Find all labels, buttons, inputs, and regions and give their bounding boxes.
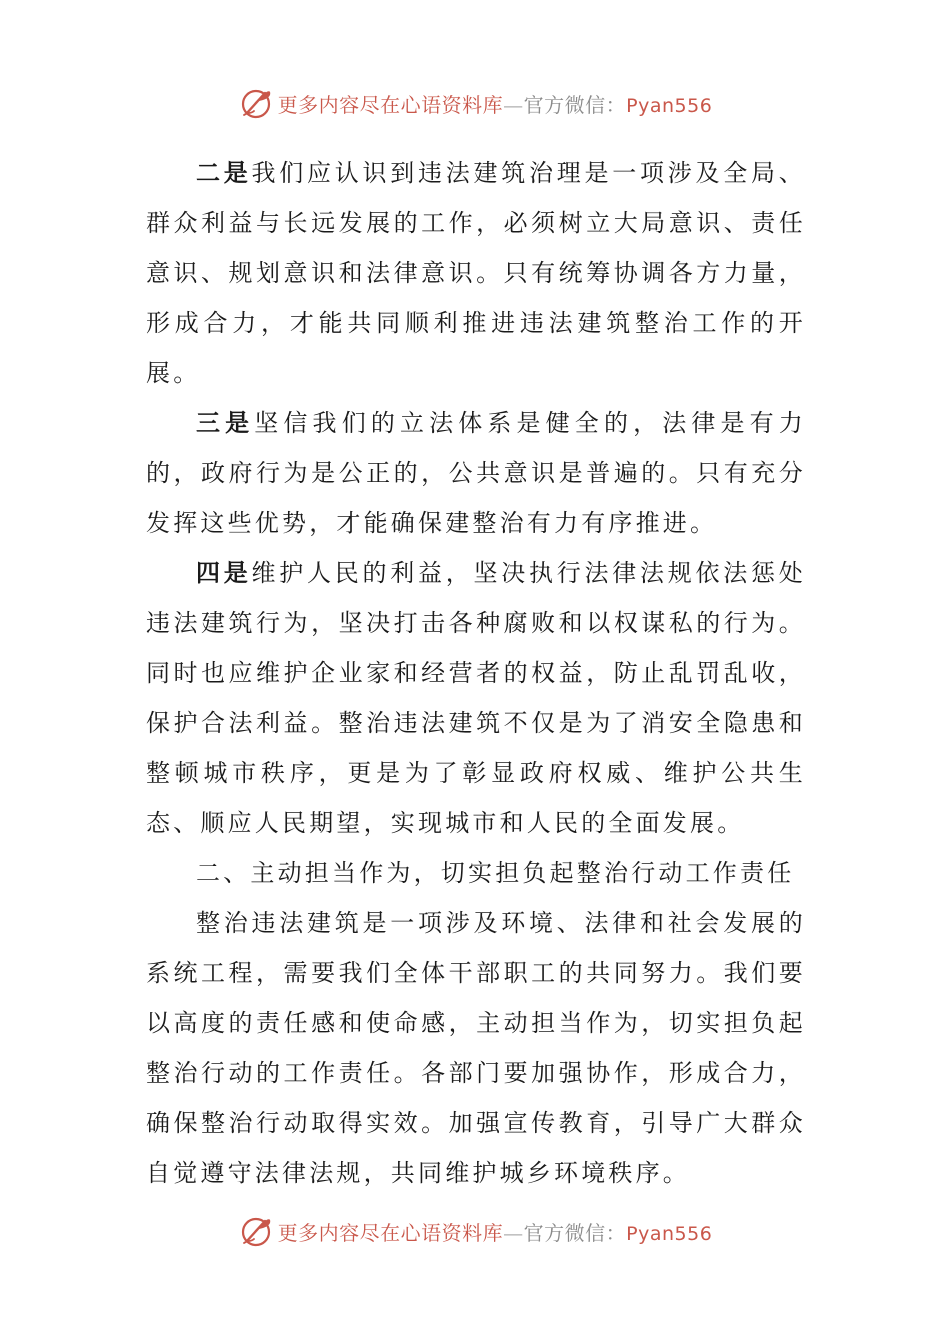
header-watermark [0,83,950,123]
paragraph-lead: 二是 [196,159,252,187]
watermark-wechat-id: Pyan556 [626,94,713,117]
watermark-dash: — [503,1220,524,1245]
watermark-text [278,89,713,118]
paragraph-text: 维护人民的利益，坚决执行法律法规依法惩处违法建筑行为，坚决打击各种腐败和以权谋私的行为。同时也应维护企业家和经营者的权益，防止乱罚乱收，保护合法利益。整治违法建筑不仅是为了消安全隐患和整顿城市秩序，更是为了彰显政府权威、维护公共生态、顺应人民期望，实现城市和人民的全面发展。 [146,559,807,837]
watermark-brand: 更多内容尽在心语资料库 [277,1220,504,1245]
paragraph [146,898,806,1198]
watermark-text [278,1217,713,1246]
footer-watermark [0,1211,950,1251]
paragraph-text: 我们应认识到违法建筑治理是一项涉及全局、群众利益与长远发展的工作，必须树立大局意识、责任意识、规划意识和法律意识。只有统筹协调各方力量，形成合力，才能共同顺利推进违法建筑整治工作的开展。 [146,159,807,387]
paragraph [146,398,806,548]
watermark-dash: — [503,92,524,117]
paragraph [146,148,806,398]
section-heading-text: 二、主动担当作为，切实担负起整治行动工作责任 [196,859,795,887]
document-body [146,148,806,1198]
paragraph [146,548,806,848]
quill-logo-icon [238,1213,274,1249]
paragraph-lead: 三是 [196,409,255,437]
paragraph-text: 坚信我们的立法体系是健全的，法律是有力的，政府行为是公正的，公共意识是普遍的。只有充分发挥这些优势，才能确保建整治有力有序推进。 [146,409,806,537]
watermark-label: 官方微信： [523,1220,627,1245]
watermark-label: 官方微信： [523,92,627,117]
section-heading [146,848,806,898]
paragraph-lead: 四是 [196,559,252,587]
quill-logo-icon [238,85,274,121]
watermark-wechat-id: Pyan556 [626,1222,713,1245]
paragraph-text: 整治违法建筑是一项涉及环境、法律和社会发展的系统工程，需要我们全体干部职工的共同努力。我们要以高度的责任感和使命感，主动担当作为，切实担负起整治行动的工作责任。各部门要加强协作，形成合力，确保整治行动取得实效。加强宣传教育，引导广大群众自觉遵守法律法规，共同维护城乡环境秩序。 [146,909,806,1187]
watermark-brand: 更多内容尽在心语资料库 [277,92,504,117]
